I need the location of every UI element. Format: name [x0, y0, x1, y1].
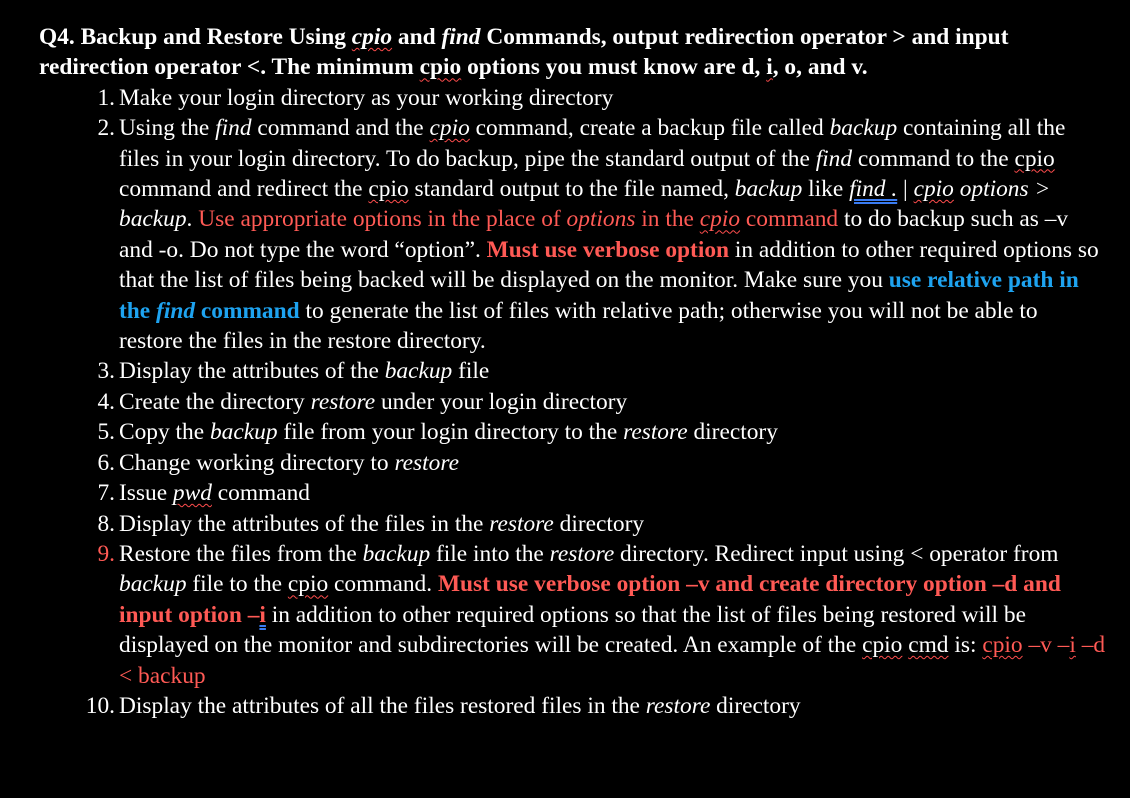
heading-text: and	[392, 24, 442, 50]
step-3	[39, 356, 1106, 386]
step-text: Change working directory to	[119, 449, 395, 476]
step-text: to generate the list of files with relative path; otherwise you will not be able to restore the files in the restore directory.	[119, 297, 1038, 355]
step-text: file to the	[186, 571, 288, 598]
step-text: command	[211, 480, 311, 507]
find-term: find	[441, 24, 481, 50]
step-text: command and redirect the	[119, 176, 369, 203]
step-number: 2.	[97, 115, 115, 142]
step-text: containing all the files in your login directory. To do backup, pipe the standard output of the	[119, 115, 1066, 172]
cpio-term: cpio	[862, 632, 903, 659]
step-6	[39, 448, 1106, 478]
step-text: Copy the	[119, 419, 210, 446]
example-cpio: cpio	[982, 632, 1023, 659]
highlight-red-cpio: cpio	[699, 206, 741, 233]
restore-term: restore	[623, 419, 688, 446]
cmd-term: cmd	[908, 632, 949, 659]
step-7	[39, 478, 1106, 508]
highlight-red-bold: Must use verbose option	[486, 236, 730, 263]
step-text: Display the attributes of the files in the	[119, 510, 490, 537]
question-heading	[39, 22, 1106, 83]
step-text: like	[802, 176, 850, 203]
cpio-term: cpio	[913, 176, 954, 203]
step-text: is:	[948, 632, 983, 659]
backup-term: backup	[829, 115, 898, 142]
step-number: 6.	[97, 449, 115, 476]
step-text: |	[897, 176, 914, 203]
step-1	[39, 83, 1106, 113]
step-text: directory	[553, 510, 645, 537]
step-number: 8.	[97, 510, 115, 537]
step-text: .	[186, 206, 199, 233]
highlight-red: options	[566, 206, 636, 233]
step-number: 9.	[97, 540, 115, 567]
step-number: 5.	[97, 419, 115, 446]
step-text: file from your login directory to the	[277, 419, 624, 446]
highlight-blue-bold: command	[195, 297, 300, 324]
step-text: file	[452, 358, 490, 385]
highlight-red: in the	[635, 206, 700, 233]
step-number: 4.	[97, 388, 115, 415]
step-text: standard output to the file named,	[408, 176, 735, 203]
step-text: Create the directory	[119, 388, 311, 415]
restore-term: restore	[489, 510, 554, 537]
heading-text: Commands, output redirection operator > and input redirection operator <. The minimum	[39, 24, 1009, 81]
step-8	[39, 509, 1106, 539]
backup-term: backup	[734, 176, 803, 203]
step-text: directory	[687, 419, 778, 446]
highlight-red: Use appropriate options in the place of	[198, 206, 567, 233]
find-term: find	[215, 115, 252, 142]
example-i-option: i	[1069, 632, 1076, 659]
highlight-blue-bold: use relative path in the	[119, 267, 1079, 324]
step-number: 3.	[97, 358, 115, 385]
step-9	[39, 539, 1106, 691]
step-text: Using the	[119, 115, 216, 142]
step-text: in addition to other required options so that the list of files being backed will be displayed on the monitor. Make sure you	[119, 236, 1099, 294]
step-2	[39, 113, 1106, 356]
step-10	[39, 691, 1106, 721]
find-term: find	[815, 145, 853, 172]
example-command: –d < backup	[119, 632, 1106, 689]
highlight-red-bold-i: i	[259, 601, 266, 628]
backup-term: backup	[209, 419, 278, 446]
find-dot-term: find .	[849, 176, 898, 203]
step-text: directory. Redirect input using < operator from	[614, 540, 1059, 567]
step-4	[39, 387, 1106, 417]
highlight-blue-find: find	[156, 297, 196, 324]
backup-term: backup	[119, 571, 187, 598]
step-text: command.	[328, 571, 438, 598]
heading-text: Q4. Backup and Restore Using	[39, 24, 352, 50]
highlight-red: command	[740, 206, 839, 233]
step-text: Restore the files from the	[119, 540, 363, 567]
heading-text: , o, and v.	[772, 54, 868, 81]
step-text: in addition to other required options so that the list of files being restored will be displayed on the monitor and subdirectories will be created. An example of the	[119, 601, 1026, 659]
step-text: under your login directory	[375, 388, 628, 415]
example-command: –v –	[1022, 632, 1070, 659]
step-number: 7.	[97, 480, 115, 507]
restore-term: restore	[310, 388, 376, 415]
pwd-term: pwd	[172, 480, 212, 507]
i-option-term: i	[766, 54, 773, 81]
command-example: options > backup	[119, 176, 1051, 233]
cpio-term: cpio	[287, 571, 329, 598]
cpio-term: cpio	[419, 54, 462, 81]
cpio-term: cpio	[368, 176, 409, 203]
restore-term: restore	[394, 449, 459, 476]
step-text: Display the attributes of the	[119, 358, 385, 385]
step-list	[39, 83, 1106, 722]
step-text: command and the	[251, 115, 430, 142]
step-number: 10.	[85, 692, 115, 719]
step-5	[39, 417, 1106, 447]
step-text: command, create a backup file called	[469, 115, 830, 142]
step-text: Display the attributes of all the files restored files in the	[119, 692, 646, 719]
cpio-term: cpio	[351, 24, 393, 50]
highlight-red-bold: Must use verbose option –v and create directory option –d and input option –	[119, 571, 1061, 628]
step-text: directory	[710, 692, 801, 719]
restore-term: restore	[645, 692, 711, 719]
step-text: to do backup such as –v and -o. Do not type the word “option”.	[119, 206, 1069, 263]
backup-term: backup	[362, 540, 431, 567]
step-text: file into the	[430, 540, 550, 567]
step-text: Make your login directory as your working directory	[119, 84, 614, 111]
step-number: 1.	[97, 84, 115, 111]
restore-term: restore	[549, 540, 615, 567]
heading-text: options you must know are d,	[461, 54, 767, 81]
cpio-term: cpio	[429, 115, 470, 142]
step-text: Issue	[119, 480, 173, 507]
step-text: command to the	[852, 145, 1015, 172]
cpio-term: cpio	[1014, 145, 1055, 172]
backup-term: backup	[384, 358, 453, 385]
